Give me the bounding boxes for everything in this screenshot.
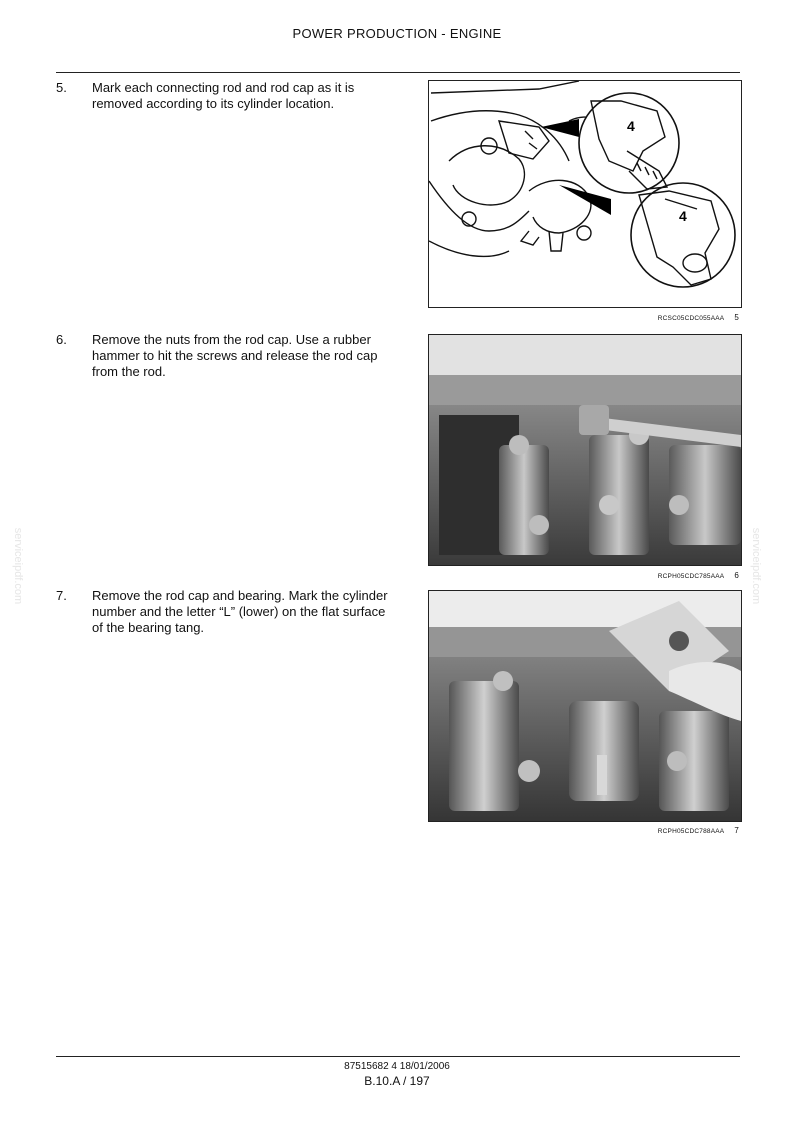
watermark-left: serviceipdf.com (12, 527, 25, 605)
page-header-title: POWER PRODUCTION - ENGINE (292, 26, 502, 41)
header-divider (56, 72, 740, 73)
rod-cap (669, 445, 741, 545)
figure-photo-remove-cap (428, 590, 742, 822)
step-instruction: Remove the nuts from the rod cap. Use a rubber hammer to hit the screws and release the rod cap from the rod. (92, 332, 378, 379)
figure-caption (658, 313, 739, 322)
photo (429, 591, 741, 821)
rod-cap (449, 681, 519, 811)
callout-label: 4 (679, 208, 687, 224)
figure-number: 6 (734, 571, 739, 580)
rod-cap (589, 435, 649, 555)
magnified-callout (579, 93, 679, 193)
callout-arrow (541, 119, 579, 137)
footer-divider (56, 1056, 740, 1057)
page-number: B.10.A / 197 (364, 1074, 430, 1088)
figure-photo-remove-nuts (428, 334, 742, 566)
line-drawing (429, 81, 741, 307)
watermark-right: serviceipdf.com (750, 527, 763, 605)
rod-cap (499, 445, 549, 555)
figure-code: RCSC05CDC055AAA (657, 315, 725, 322)
step-number: 6. (56, 332, 67, 347)
magnified-callout (631, 183, 735, 287)
callout-label: 4 (627, 118, 635, 134)
step-number: 7. (56, 588, 67, 603)
figure-code: RCPH05CDC785AAA (657, 573, 725, 580)
step-number: 5. (56, 80, 67, 95)
figure-caption (658, 826, 739, 835)
photo (429, 335, 741, 565)
document-reference: 87515682 4 18/01/2006 (344, 1061, 450, 1072)
callout-arrow (559, 185, 611, 215)
figure-number: 5 (734, 313, 739, 322)
step-instruction: Remove the rod cap and bearing. Mark the cylinder number and the letter “L” (lower) on the flat surface of the bearing tang. (92, 588, 388, 635)
figure-connecting-rod-diagram (428, 80, 742, 308)
step-instruction: Mark each connecting rod and rod cap as it is removed according to its cylinder location. (92, 80, 355, 111)
figure-number: 7 (734, 826, 739, 835)
figure-caption (658, 571, 739, 580)
figure-code: RCPH05CDC788AAA (657, 828, 725, 835)
